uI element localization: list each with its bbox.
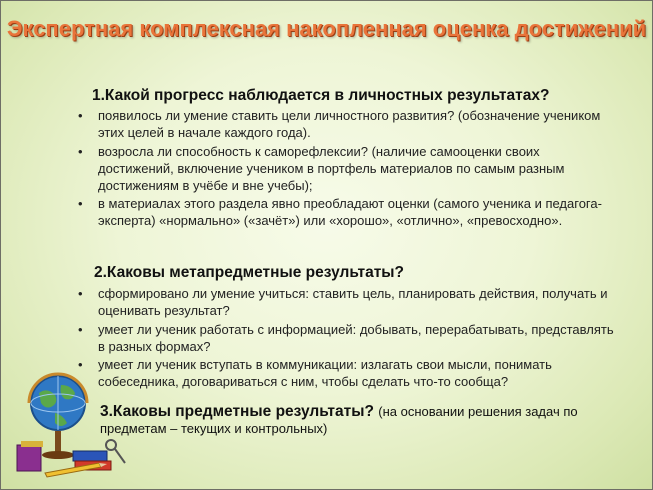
section3-block (100, 403, 620, 437)
section1-list (74, 107, 614, 231)
section2-list (74, 285, 614, 392)
section2-heading: 2.Каковы метапредметные результаты? (94, 264, 405, 281)
list-item: • умеет ли ученик вступать в коммуникации: излагать свои мысли, понимать собеседника, договариваться с ним, чтобы сделать что-то сообща? (74, 356, 614, 390)
section1-heading: 1.Какой прогресс наблюдается в личностных результатах? (92, 87, 550, 104)
slide-title: Экспертная комплексная накопленная оценка достижений (6, 16, 647, 41)
list-item: • сформировано ли умение учиться: ставить цель, планировать действия, получать и оценивать результат? (74, 285, 614, 319)
list-item: • умеет ли ученик работать с информацией: добывать, перерабатывать, представлять в разных формах? (74, 321, 614, 355)
list-item: • в материалах этого раздела явно преобладают оценки (самого ученика и педагога-эксперта) «нормально» («зачёт») или «хорошо», «отлично», «превосходно». (74, 195, 614, 229)
list-item: • появилось ли умение ставить цели личностного развития? (обозначение учеником этих целей в начале каждого года). (74, 107, 614, 141)
section3-heading: 3.Каковы предметные результаты? (100, 403, 374, 420)
section3-note: (на основании решения задач по предметам – текущих и контрольных) (100, 404, 578, 436)
list-item: • возросла ли способность к саморефлексии? (наличие самооценки своих достижений, включение учеником в портфель материалов по самым разным достижениям в учёбе и вне учебы); (74, 143, 614, 194)
globe-books-school-supplies-icon (15, 371, 127, 479)
